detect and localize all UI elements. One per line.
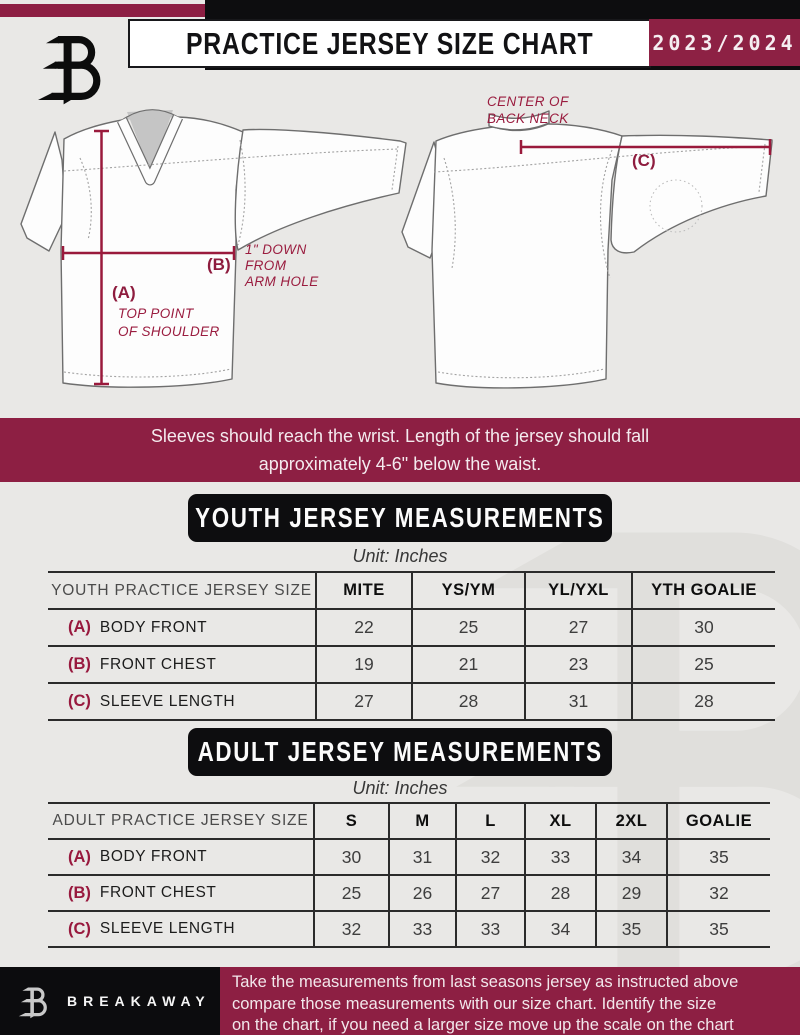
- adult-col-header-xl: XL: [526, 802, 597, 838]
- jersey-measurement-diagram: [0, 70, 800, 418]
- youth-col-header-label: YOUTH PRACTICE JERSEY SIZE: [48, 571, 317, 608]
- youth-section-heading-box: [188, 494, 612, 542]
- adult-col-header-l: L: [457, 802, 526, 838]
- fit-instruction-line1: Sleeves should reach the wrist. Length of the jersey should fall: [150, 426, 650, 446]
- table-cell: 23: [526, 645, 633, 682]
- table-cell: 22: [317, 608, 413, 645]
- youth-col-header-ysym: YS/YM: [413, 571, 526, 608]
- table-row-label: [48, 910, 315, 946]
- youth-col-header-ylyxl: YL/YXL: [526, 571, 633, 608]
- front-right-sleeve: [235, 129, 406, 250]
- adult-col-header-m: M: [390, 802, 457, 838]
- youth-col-header-goalie: YTH GOALIE: [633, 571, 775, 608]
- table-cell: 30: [633, 608, 775, 645]
- footer-brand-box: [0, 967, 220, 1035]
- row-label-text: FRONT CHEST: [99, 884, 217, 901]
- footer-instruction-line2: compare those measurements with our size chart. Identify the size: [232, 994, 717, 1013]
- label-a: (A): [112, 283, 136, 302]
- row-label-text: BODY FRONT: [99, 618, 208, 636]
- season-badge: [649, 19, 800, 66]
- page-title: PRACTICE JERSEY SIZE CHART: [185, 25, 594, 61]
- footer: [0, 967, 800, 1035]
- table-cell: 33: [526, 838, 597, 874]
- back-jersey-drawing: [402, 111, 772, 388]
- table-cell: 28: [413, 682, 526, 719]
- note-a-line1: TOP POINT: [118, 306, 194, 321]
- adult-col-header-label: ADULT PRACTICE JERSEY SIZE: [48, 802, 315, 838]
- youth-size-table: [48, 571, 775, 721]
- table-cell: 35: [668, 838, 770, 874]
- row-label-text: FRONT CHEST: [99, 655, 217, 673]
- top-maroon-stripe: [0, 4, 206, 17]
- footer-instructions: [220, 967, 800, 1035]
- table-cell: 25: [633, 645, 775, 682]
- row-label-text: BODY FRONT: [99, 848, 208, 865]
- footer-instruction-line3: on the chart, if you need a larger size move up the scale on the chart: [232, 1016, 734, 1034]
- breakaway-footer-logo-icon: [16, 983, 54, 1019]
- note-c-line1: CENTER OF: [487, 94, 569, 109]
- table-cell: 33: [457, 910, 526, 946]
- table-cell: 28: [526, 874, 597, 910]
- note-c-line2: BACK NECK: [487, 111, 569, 126]
- youth-section-heading: YOUTH JERSEY MEASUREMENTS: [195, 502, 605, 533]
- fit-instruction-line2: approximately 4-6" below the waist.: [258, 454, 542, 474]
- row-key: (A): [68, 618, 91, 636]
- footer-brand-name: BREAKAWAY: [67, 993, 211, 1009]
- label-c: (C): [632, 151, 656, 170]
- row-key: (C): [68, 919, 91, 938]
- table-cell: 29: [597, 874, 668, 910]
- adult-col-header-goalie: GOALIE: [668, 802, 770, 838]
- front-jersey-drawing: [21, 110, 406, 388]
- table-cell: 27: [457, 874, 526, 910]
- table-row-label: [48, 874, 315, 910]
- row-key: (B): [68, 883, 91, 902]
- table-cell: 34: [526, 910, 597, 946]
- page-title-box: [128, 19, 651, 68]
- table-row-label: [48, 682, 317, 719]
- table-row-label: [48, 645, 317, 682]
- back-body: [432, 124, 622, 388]
- table-cell: 30: [315, 838, 390, 874]
- table-cell: 35: [597, 910, 668, 946]
- note-b-line2: FROM: [245, 258, 287, 273]
- table-cell: 31: [526, 682, 633, 719]
- table-cell: 19: [317, 645, 413, 682]
- table-cell: 28: [633, 682, 775, 719]
- season-label: 2023/2024: [652, 30, 797, 55]
- adult-section-heading: ADULT JERSEY MEASUREMENTS: [197, 736, 603, 767]
- table-cell: 34: [597, 838, 668, 874]
- note-a-line2: OF SHOULDER: [118, 324, 220, 339]
- table-cell: 31: [390, 838, 457, 874]
- table-cell: 32: [457, 838, 526, 874]
- row-label-text: SLEEVE LENGTH: [99, 692, 236, 710]
- table-cell: 32: [315, 910, 390, 946]
- note-b-line3: ARM HOLE: [245, 274, 319, 289]
- fit-instruction-banner: [0, 418, 800, 482]
- youth-col-header-mite: MITE: [317, 571, 413, 608]
- adult-unit-label: Unit: Inches: [352, 778, 448, 798]
- adult-size-table: [48, 802, 770, 948]
- table-cell: 25: [315, 874, 390, 910]
- row-label-text: SLEEVE LENGTH: [99, 920, 236, 937]
- note-b-line1: 1" DOWN: [245, 242, 307, 257]
- front-left-sleeve: [21, 132, 66, 251]
- table-row-label: [48, 838, 315, 874]
- adult-col-header-2xl: 2XL: [597, 802, 668, 838]
- row-key: (A): [68, 847, 91, 866]
- label-b: (B): [207, 255, 231, 274]
- table-cell: 32: [668, 874, 770, 910]
- row-key: (B): [68, 655, 91, 673]
- table-row-label: [48, 608, 317, 645]
- table-cell: 33: [390, 910, 457, 946]
- youth-unit-label: Unit: Inches: [352, 546, 448, 566]
- adult-col-header-s: S: [315, 802, 390, 838]
- table-cell: 27: [526, 608, 633, 645]
- table-cell: 26: [390, 874, 457, 910]
- row-key: (C): [68, 692, 91, 710]
- table-cell: 25: [413, 608, 526, 645]
- table-cell: 27: [317, 682, 413, 719]
- adult-section-heading-box: [188, 728, 612, 776]
- table-cell: 21: [413, 645, 526, 682]
- footer-instruction-line1: Take the measurements from last seasons jersey as instructed above: [232, 973, 739, 991]
- table-cell: 35: [668, 910, 770, 946]
